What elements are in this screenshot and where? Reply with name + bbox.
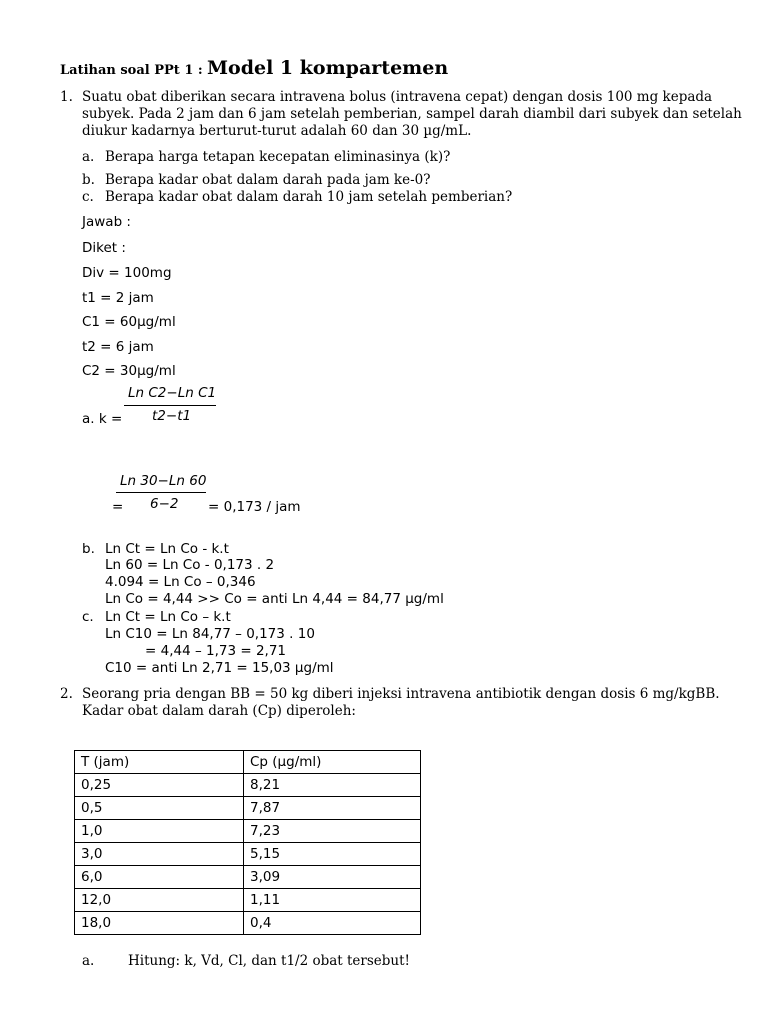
table-cell: 0,25 bbox=[75, 774, 244, 797]
part-c-line: Ln Ct = Ln Co – k.t bbox=[105, 609, 231, 625]
part-c-line: = 4,44 – 1,73 = 2,71 bbox=[145, 643, 287, 659]
q1-sub-letter: a. bbox=[82, 149, 95, 165]
table-cell: 7,23 bbox=[244, 820, 421, 843]
given-value: Div = 100mg bbox=[82, 265, 172, 281]
q1-sub-letter: b. bbox=[82, 172, 95, 188]
q1-sub-text: Berapa kadar obat dalam darah pada jam ke-0? bbox=[105, 172, 431, 188]
q2-number: 2. bbox=[60, 686, 73, 702]
concentration-table bbox=[74, 750, 421, 935]
table-cell: 12,0 bbox=[75, 889, 244, 912]
table-cell: 8,21 bbox=[244, 774, 421, 797]
fraction-bar bbox=[124, 405, 216, 406]
jawab-label: Jawab : bbox=[82, 214, 131, 230]
table-cell: 0,5 bbox=[75, 797, 244, 820]
part-c-line: Ln C10 = Ln 84,77 – 0,173 . 10 bbox=[105, 626, 315, 642]
fraction-numerator: Ln C2−Ln C1 bbox=[128, 385, 217, 401]
table-cell: 0,4 bbox=[244, 912, 421, 935]
fraction-denominator: t2−t1 bbox=[152, 408, 192, 424]
table-cell: 3,09 bbox=[244, 866, 421, 889]
q2-line: Seorang pria dengan BB = 50 kg diberi injeksi intravena antibiotik dengan dosis 6 mg/kgBB. bbox=[82, 686, 720, 702]
table-row bbox=[75, 820, 421, 843]
q1-number: 1. bbox=[60, 89, 73, 105]
q2-line: Kadar obat dalam darah (Cp) diperoleh: bbox=[82, 703, 356, 719]
table-cell: 5,15 bbox=[244, 843, 421, 866]
table-cell: 1,0 bbox=[75, 820, 244, 843]
title-prefix: Latihan soal PPt 1 : bbox=[60, 63, 203, 78]
table-cell: 1,11 bbox=[244, 889, 421, 912]
q1-sub-text: Berapa kadar obat dalam darah 10 jam setelah pemberian? bbox=[105, 189, 513, 205]
table-cell: 3,0 bbox=[75, 843, 244, 866]
table-header: T (jam) bbox=[75, 751, 244, 774]
part-b-line: Ln 60 = Ln Co - 0,173 . 2 bbox=[105, 557, 275, 573]
page-title bbox=[60, 57, 448, 82]
table-row bbox=[75, 843, 421, 866]
diket-label: Diket : bbox=[82, 240, 126, 256]
table-header-row bbox=[75, 751, 421, 774]
table-cell: 18,0 bbox=[75, 912, 244, 935]
part-b-line: Ln Co = 4,44 >> Co = anti Ln 4,44 = 84,77 µg/ml bbox=[105, 591, 444, 607]
q1-sub-letter: c. bbox=[82, 189, 94, 205]
q2-task-letter: a. bbox=[82, 953, 95, 969]
q2-task-text: Hitung: k, Vd, Cl, dan t1/2 obat tersebut! bbox=[128, 953, 410, 969]
part-b-letter: b. bbox=[82, 541, 95, 557]
table-row bbox=[75, 889, 421, 912]
fraction-bar bbox=[116, 492, 206, 493]
table-cell: 6,0 bbox=[75, 866, 244, 889]
part-b-line: 4.094 = Ln Co – 0,346 bbox=[105, 574, 256, 590]
q1-line: Suatu obat diberikan secara intravena bolus (intravena cepat) dengan dosis 100 mg kepada bbox=[82, 89, 713, 105]
table-row bbox=[75, 797, 421, 820]
part-c-line: C10 = anti Ln 2,71 = 15,03 µg/ml bbox=[105, 660, 334, 676]
given-value: C2 = 30µg/ml bbox=[82, 363, 176, 379]
part-a-label: a. k = bbox=[82, 411, 123, 427]
given-value: t1 = 2 jam bbox=[82, 290, 154, 306]
table-row bbox=[75, 774, 421, 797]
table-header: Cp (µg/ml) bbox=[244, 751, 421, 774]
k-result: = 0,173 / jam bbox=[208, 499, 301, 515]
q1-line: subyek. Pada 2 jam dan 6 jam setelah pemberian, sampel darah diambil dari subyek dan setelah bbox=[82, 106, 742, 122]
q1-line: diukur kadarnya berturut-turut adalah 60 dan 30 µg/mL. bbox=[82, 123, 472, 139]
q1-sub-text: Berapa harga tetapan kecepatan eliminasinya (k)? bbox=[105, 149, 451, 165]
part-b-line: Ln Ct = Ln Co - k.t bbox=[105, 541, 229, 557]
equals-sign: = bbox=[112, 499, 124, 515]
given-value: C1 = 60µg/ml bbox=[82, 314, 176, 330]
fraction-numerator: Ln 30−Ln 60 bbox=[120, 473, 207, 489]
table-row bbox=[75, 866, 421, 889]
given-value: t2 = 6 jam bbox=[82, 339, 154, 355]
table-cell: 7,87 bbox=[244, 797, 421, 820]
fraction-denominator: 6−2 bbox=[150, 496, 179, 512]
title-main: Model 1 kompartemen bbox=[207, 57, 449, 79]
part-c-letter: c. bbox=[82, 609, 94, 625]
table-row bbox=[75, 912, 421, 935]
